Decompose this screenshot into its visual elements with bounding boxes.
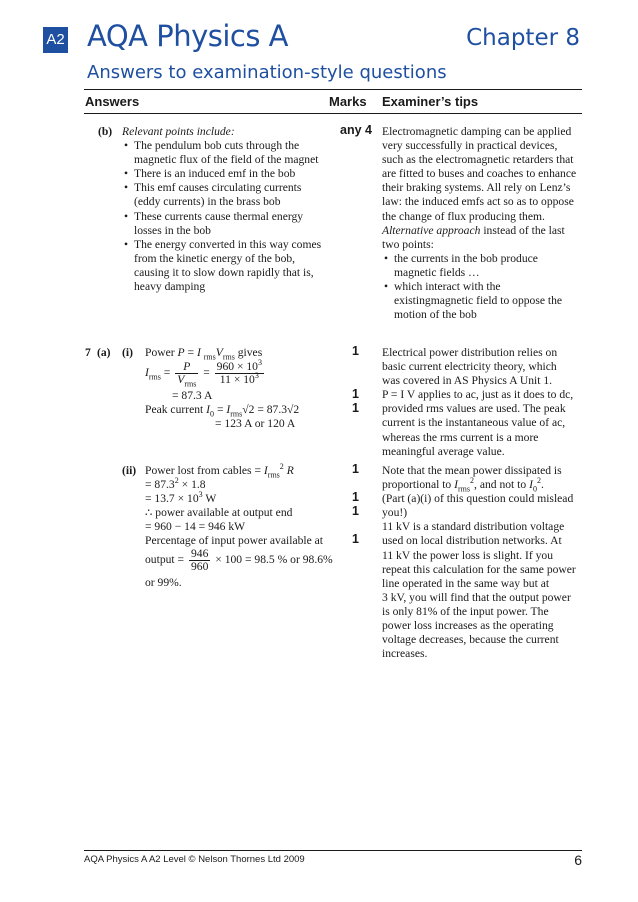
part-b-tip: Electromagnetic damping can be applied very successfully in practical devices, such as the electromagnetic retarders that are fitted to buses and coaches to enhance their braking systems. All rely on Lenz’s law: the induced emfs act so as to oppose the change of flux producing them. Alternative approach instead of the last two points: • the currents in the bob produce magnetic fields … • which interact with the existingmagnetic field to oppose the motion of the bob <box>382 125 587 322</box>
page-subtitle: Answers to examination-style questions <box>87 62 447 83</box>
mark-ii-2: 1 <box>352 490 359 504</box>
col-marks: Marks <box>329 94 367 109</box>
power-equation: Power P = I $_{rms}V_{rms}$ gives <box>145 346 263 362</box>
sub-i-label: (i) <box>122 346 133 359</box>
part-b-intro: Relevant points include: <box>122 125 235 138</box>
tip-note-line-1: Note that the mean power dissipated is <box>382 464 562 477</box>
list-item: • the currents in the bob produce magnetic fields … <box>382 252 587 280</box>
part-b-bullets <box>122 139 321 294</box>
power-lost-equation: Power lost from cables = $I_{rms}^2$ R <box>145 462 294 480</box>
mark-ii-4: 1 <box>352 532 359 546</box>
list-item: • There is an induced emf in the bob <box>122 167 321 181</box>
column-header-rule <box>84 113 582 114</box>
brand-title: AQA Physics A <box>87 19 289 53</box>
footer-text: AQA Physics A A2 Level © Nelson Thornes Ltd 2009 <box>84 854 305 865</box>
list-item: • These currents cause thermal energy losses in the bob <box>122 210 321 238</box>
rms-current-result: = 87.3 A <box>172 389 213 402</box>
percentage-alt: or 99%. <box>145 576 182 589</box>
mark-ii-1: 1 <box>352 462 359 476</box>
list-item: • The pendulum bob cuts through the magnetic flux of the field of the magnet <box>122 139 321 167</box>
power-available-result: = 960 − 14 = 946 kW <box>145 520 246 533</box>
tip-note-line-2: proportional to $I_{rms}^2$, and not to $I_0^2$. <box>382 476 544 494</box>
list-item: • This emf causes circulating currents (eddy currents) in the brass bob <box>122 181 321 209</box>
peak-current-result: = 123 A or 120 A <box>215 417 296 430</box>
page-number: 6 <box>574 852 582 868</box>
question-number: 7 <box>85 346 91 359</box>
percentage-line: Percentage of input power available at <box>145 534 324 547</box>
part-b-mark: any 4 <box>340 123 372 137</box>
current-equation: $I_{rms}$ = $\frac{P}{V_{rms}}$ = $\frac{960 \times 10^3}{11 \times 10^3}$ <box>145 358 262 389</box>
col-tips: Examiner’s tips <box>382 94 479 109</box>
part-a-label: (a) <box>97 346 111 359</box>
level-badge: A2 <box>43 27 68 53</box>
header-rule <box>84 89 582 90</box>
list-item: • which interact with the existingmagnetic field to oppose the motion of the bob <box>382 280 587 322</box>
mark-i-1: 1 <box>352 344 359 358</box>
power-lost-step-1: = $87.3^2 \times 1.8$ <box>145 476 206 491</box>
tip-7a-ii: Note that the mean power dissipated is proportional to $I_{rms}^2$, and not to $I_0^2$. (Part (a)(i) of this question could mislead you!) 11 kV is a standard distribution voltage used on local distribution networks. At 11 kV the power loss is slight. If you repeat this calculation for the same power line operated in the same way but at 3 kV, you will find that the output power is only 81% of the input power. The power loss increases as the operating voltage decreases, because the current increases. <box>382 464 587 661</box>
sub-ii-label: (ii) <box>122 464 137 477</box>
power-lost-step-2: = $13.7 \times 10^3$ W <box>145 490 217 505</box>
power-available-line: ∴ power available at output end <box>145 506 293 519</box>
percentage-equation: output = $\frac{946}{960}$ × 100 = 98.5 % or 98.6% <box>145 547 333 573</box>
part-b-tip-bullets <box>382 252 587 322</box>
mark-i-2: 1 <box>352 387 359 401</box>
mark-ii-3: 1 <box>352 504 359 518</box>
chapter-title: Chapter 8 <box>466 25 580 51</box>
list-item: • The energy converted in this way comes from the kinetic energy of the bob, causing it to slow down rapidly that is, heavy damping <box>122 238 321 294</box>
peak-current-equation: Peak current $I_0 = I_{rms}√2 = 87.3√2$ <box>145 403 300 419</box>
tip-7a-i: Electrical power distribution relies on basic current electricity theory, which was covered in AS Physics A Unit 1. P = I V applies to ac, just as it does to dc, provided rms values are used. The peak current is the instantaneous value of ac, whereas the rms current is a more meaningful average value. <box>382 346 574 458</box>
part-b-label: (b) <box>98 125 113 138</box>
footer-rule <box>84 850 582 851</box>
col-answers: Answers <box>85 94 140 109</box>
mark-i-3: 1 <box>352 401 359 415</box>
part-b-answer <box>122 125 321 294</box>
